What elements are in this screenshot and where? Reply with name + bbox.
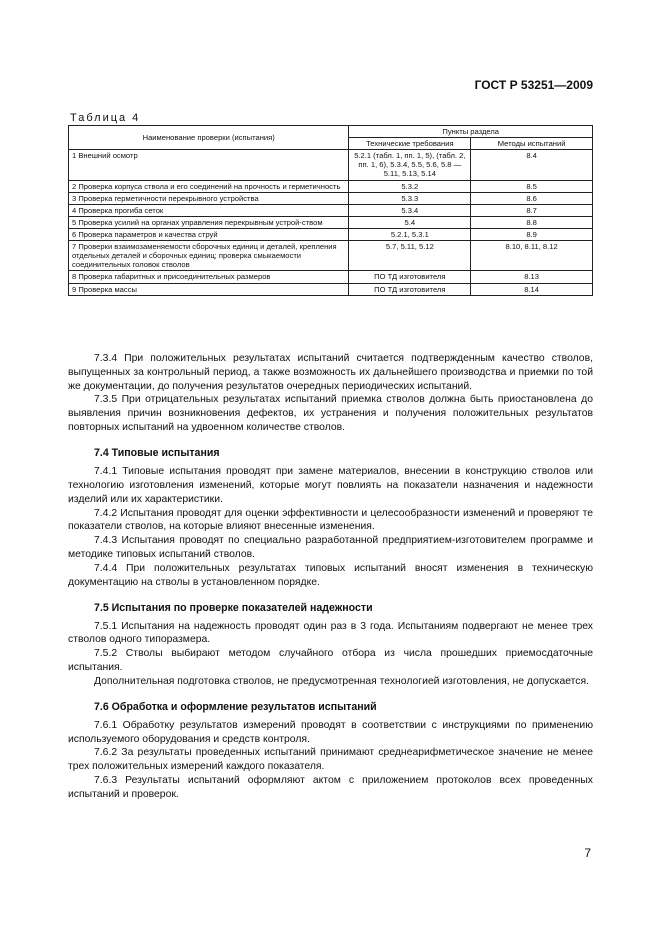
cell-requirements: 5.3.3	[349, 192, 471, 204]
table-row	[69, 204, 593, 216]
cell-check-name: 9 Проверка массы	[69, 283, 349, 295]
header-check-name: Наименование проверки (испытания)	[69, 126, 349, 150]
body-text	[68, 352, 593, 802]
paragraph-7-3-5: 7.3.5 При отрицательных результатах испытаний приемка стволов должна быть приостановлена до выявления причин возникновения дефектов, их устранения и получения положительных результатов повторных испытаний на удвоенном количестве стволов.	[68, 394, 593, 434]
cell-check-name: 8 Проверка габаритных и присоединительных размеров	[69, 271, 349, 283]
table-row	[69, 228, 593, 240]
cell-check-name: 6 Проверка параметров и качества струй	[69, 228, 349, 240]
cell-requirements: ПО ТД изготовителя	[349, 283, 471, 295]
cell-check-name: 7 Проверки взаимозаменяемости сборочных единиц и деталей, крепления отдельных деталей и сборочных единиц; проверка смыкаемости соединительных головок стволов	[69, 241, 349, 271]
paragraph-7-4-1: 7.4.1 Типовые испытания проводят при замене материалов, внесении в конструкцию стволов или технологию изготовления изменений, которые могут повлиять на показатели назначения и надежности изделий или их характеристики.	[68, 466, 593, 505]
cell-method: 8.6	[471, 192, 593, 204]
table-row	[69, 283, 593, 295]
cell-requirements: 5.2.1, 5.3.1	[349, 228, 471, 240]
paragraph-7-5-1: 7.5.1 Испытания на надежность проводят один раз в 3 года. Испытаниям подвергают не менее трех стволов одного типоразмера.	[68, 620, 593, 646]
paragraph-7-6-3: 7.6.3 Результаты испытаний оформляют актом с приложением протоколов всех проведенных испытаний и проверок.	[68, 775, 593, 800]
paragraph-7-6-1: 7.6.1 Обработку результатов измерений проводят в соответствии с инструкциями по применению используемого оборудования и средств контроля.	[68, 719, 593, 745]
table-row	[69, 192, 593, 204]
cell-requirements: 5.4	[349, 216, 471, 228]
paragraph-7-3-4: 7.3.4 При положительных результатах испытаний считается подтвержденным качество стволов, выпущенных за контрольный период, а также возможность их дальнейшего производства и приемки по той же документации, до получения результатов очередных периодических испытаний.	[68, 353, 593, 392]
cell-check-name: 5 Проверка усилий на органах управления перекрывным устрой-ством	[69, 216, 349, 228]
cell-requirements: 5.2.1 (табл. 1, пп. 1, 5), (табл. 2, пп. 1, 6), 5.3.4, 5.5, 5.6, 5.8 — 5.11, 5.13, 5.14	[349, 150, 471, 180]
table-row	[69, 150, 593, 180]
paragraph-7-4-2: 7.4.2 Испытания проводят для оценки эффективности и целесообразности изменений и проверяют те показатели стволов, на которые влияют внесенные изменения.	[68, 507, 593, 533]
table-row	[69, 180, 593, 192]
cell-requirements: 5.3.2	[349, 180, 471, 192]
paragraph-7-5-2: 7.5.2 Стволы выбирают методом случайного отбора из числа прошедших приемосдаточные испытания.	[68, 648, 593, 674]
paragraph-7-5-3: Дополнительная подготовка стволов, не предусмотренная технологией изготовления, не допускается.	[94, 675, 590, 687]
document-id: ГОСТ Р 53251—2009	[474, 78, 593, 92]
cell-method: 8.13	[471, 271, 593, 283]
cell-method: 8.8	[471, 216, 593, 228]
paragraph-7-6-2: 7.6.2 За результаты проведенных испытаний принимают среднеарифметическое значение не менее трех положительных измерений каждого показателя.	[68, 747, 593, 773]
cell-check-name: 4 Проверка прогиба сеток	[69, 204, 349, 216]
section-heading-7-6: 7.6 Обработка и оформление результатов испытаний	[94, 700, 377, 713]
cell-check-name: 1 Внешний осмотр	[69, 150, 349, 180]
cell-method: 8.5	[471, 180, 593, 192]
header-tech-requirements: Технические требования	[349, 138, 471, 150]
checks-table	[68, 125, 593, 296]
table-row	[69, 216, 593, 228]
cell-check-name: 3 Проверка герметичности перекрывного устройства	[69, 192, 349, 204]
table-row	[69, 241, 593, 271]
cell-method: 8.9	[471, 228, 593, 240]
cell-method: 8.4	[471, 150, 593, 180]
section-heading-7-5: 7.5 Испытания по проверке показателей надежности	[94, 601, 373, 614]
cell-method: 8.7	[471, 204, 593, 216]
cell-method: 8.10, 8.11, 8.12	[471, 241, 593, 271]
cell-requirements: ПО ТД изготовителя	[349, 271, 471, 283]
page-number: 7	[584, 846, 591, 860]
paragraph-7-4-4: 7.4.4 При положительных результатах типовых испытаний вносят изменения в техническую документацию на стволы в установленном порядке.	[68, 562, 593, 588]
cell-check-name: 2 Проверка корпуса ствола и его соединений на прочность и герметичность	[69, 180, 349, 192]
table-caption: Таблица 4	[70, 112, 141, 124]
paragraph-7-4-3: 7.4.3 Испытания проводят по специально разработанной предприятием-изготовителем программе и методике типовых испытаний стволов.	[68, 535, 593, 561]
cell-requirements: 5.7, 5.11, 5.12	[349, 241, 471, 271]
header-test-methods: Методы испытаний	[471, 138, 593, 150]
cell-method: 8.14	[471, 283, 593, 295]
table-row	[69, 271, 593, 283]
cell-requirements: 5.3.4	[349, 204, 471, 216]
header-sections-group: Пункты раздела	[349, 126, 593, 138]
section-heading-7-4: 7.4 Типовые испытания	[94, 446, 220, 459]
